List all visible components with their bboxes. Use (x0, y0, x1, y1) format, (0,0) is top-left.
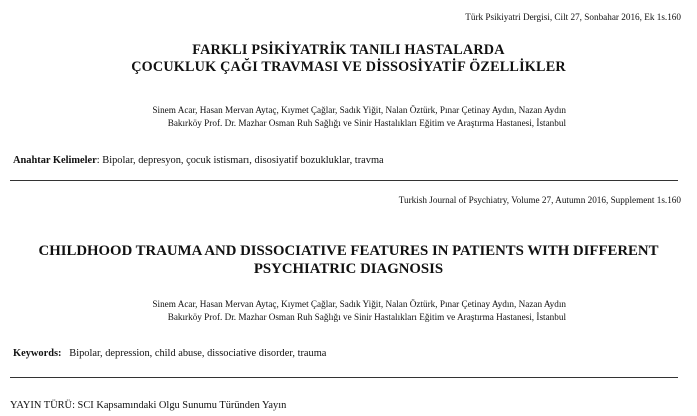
authors-list: Sinem Acar, Hasan Mervan Aytaç, Kıymet Çağlar, Sadık Yiğit, Nalan Öztürk, Pınar Çetinay Aydın, Nazan Aydın (152, 299, 566, 309)
publication-type: YAYIN TÜRÜ: SCI Kapsamındaki Olgu Sunumu Türünden Yayın (10, 400, 287, 411)
authors-list: Sinem Acar, Hasan Mervan Aytaç, Kıymet Çağlar, Sadık Yiğit, Nalan Öztürk, Pınar Çetinay Aydın, Nazan Aydın (152, 105, 566, 115)
keywords-en (13, 348, 326, 359)
section-divider (10, 377, 678, 378)
article-title-tr (0, 42, 697, 76)
affiliation: Bakırköy Prof. Dr. Mazhar Osman Ruh Sağlığı ve Sinir Hastalıkları Eğitim ve Araştırma Hastanesi, İstanbul (167, 118, 566, 128)
journal-citation-tr: Türk Psikiyatri Dergisi, Cilt 27, Sonbahar 2016, Ek 1s.160 (465, 12, 681, 22)
keywords-text: : Bipolar, depresyon, çocuk istismarı, disosiyatif bozukluklar, travma (96, 155, 384, 166)
keywords-text: Bipolar, depression, child abuse, dissociative disorder, trauma (69, 348, 327, 359)
affiliation: Bakırköy Prof. Dr. Mazhar Osman Ruh Sağlığı ve Sinir Hastalıkları Eğitim ve Araştırma Hastanesi, İstanbul (167, 312, 566, 322)
title-line: ÇOCUKLUK ÇAĞI TRAVMASI VE DİSSOSİYATİF ÖZELLİKLER (131, 59, 566, 75)
title-line: FARKLI PSİKİYATRİK TANILI HASTALARDA (192, 42, 505, 58)
journal-citation-en: Turkish Journal of Psychiatry, Volume 27, Autumn 2016, Supplement 1s.160 (398, 195, 681, 205)
section-divider (10, 180, 678, 181)
author-block-en (152, 298, 566, 324)
keywords-tr (13, 155, 384, 166)
keywords-label: Anahtar Kelimeler (13, 155, 97, 166)
article-title-en (0, 243, 697, 278)
title-line: CHILDHOOD TRAUMA AND DISSOCIATIVE FEATURES IN PATIENTS WITH DIFFERENT (38, 243, 659, 259)
keywords-label: Keywords: (13, 348, 62, 359)
title-line: PSYCHIATRIC DIAGNOSIS (253, 260, 444, 277)
author-block-tr (152, 104, 566, 130)
